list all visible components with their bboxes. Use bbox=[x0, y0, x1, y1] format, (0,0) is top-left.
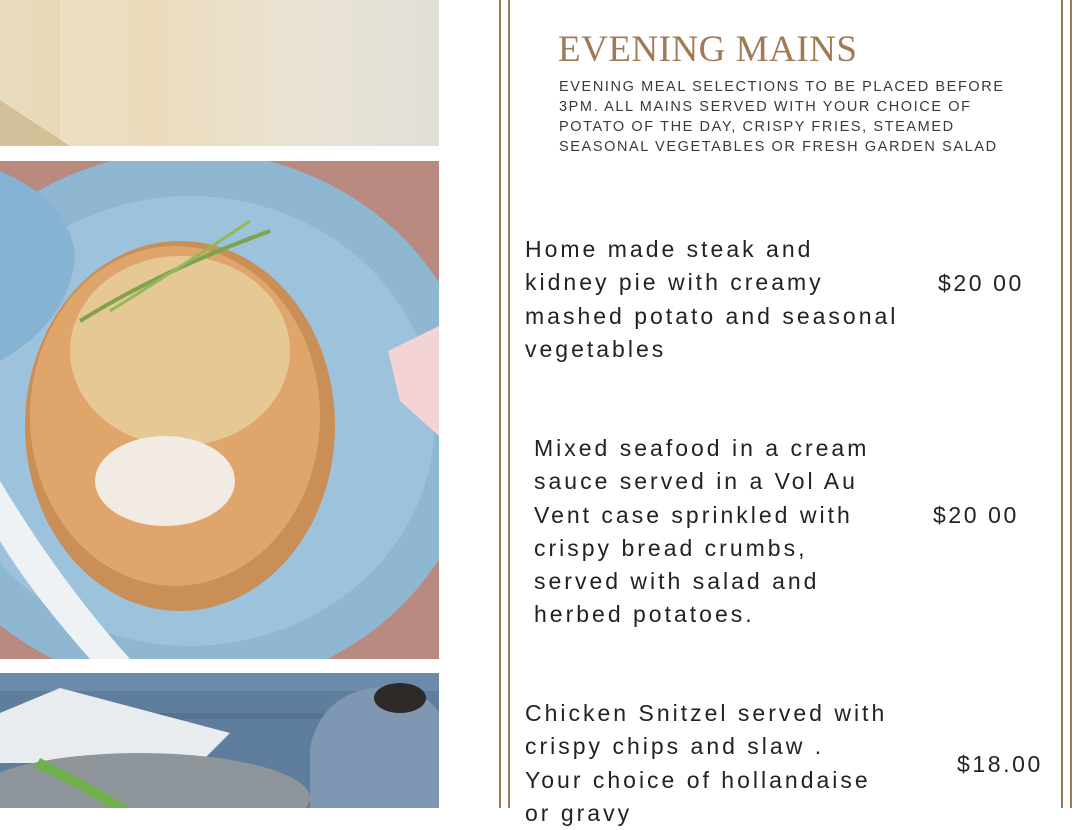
menu-title: EVENING MAINS bbox=[558, 29, 858, 70]
frame-border-left-outer bbox=[499, 0, 501, 808]
menu-item-description: Home made steak and kidney pie with creamy mashed potato and seasonal vegetables bbox=[525, 236, 899, 362]
food-photo-seafood-vol-au-vent bbox=[0, 161, 439, 659]
menu-item-description: Chicken Snitzel served with crispy chips and slaw . Your choice of hollandaise or gravy bbox=[525, 700, 888, 826]
menu-item-price: $20 00 bbox=[938, 270, 1024, 296]
frame-border-left-inner bbox=[508, 0, 510, 808]
menu-item-description: Mixed seafood in a cream sauce served in a Vol Au Vent case sprinkled with crispy bread crumbs, served with salad and herbed potatoes. bbox=[534, 435, 870, 628]
frame-border-right-inner bbox=[1061, 0, 1063, 808]
menu-subtitle: EVENING MEAL SELECTIONS TO BE PLACED BEFORE 3PM. ALL MAINS SERVED WITH YOUR CHOICE OF POTATO OF THE DAY, CRISPY FRIES, STEAMED SEASONAL VEGETABLES OR FRESH GARDEN SALAD bbox=[559, 79, 1005, 155]
menu-item-price: $20 00 bbox=[933, 502, 1019, 528]
frame-border-right-outer bbox=[1070, 0, 1072, 808]
food-photo-top bbox=[0, 0, 439, 146]
food-photo-chicken-schnitzel bbox=[0, 673, 439, 808]
menu-item-price: $18.00 bbox=[957, 751, 1043, 777]
